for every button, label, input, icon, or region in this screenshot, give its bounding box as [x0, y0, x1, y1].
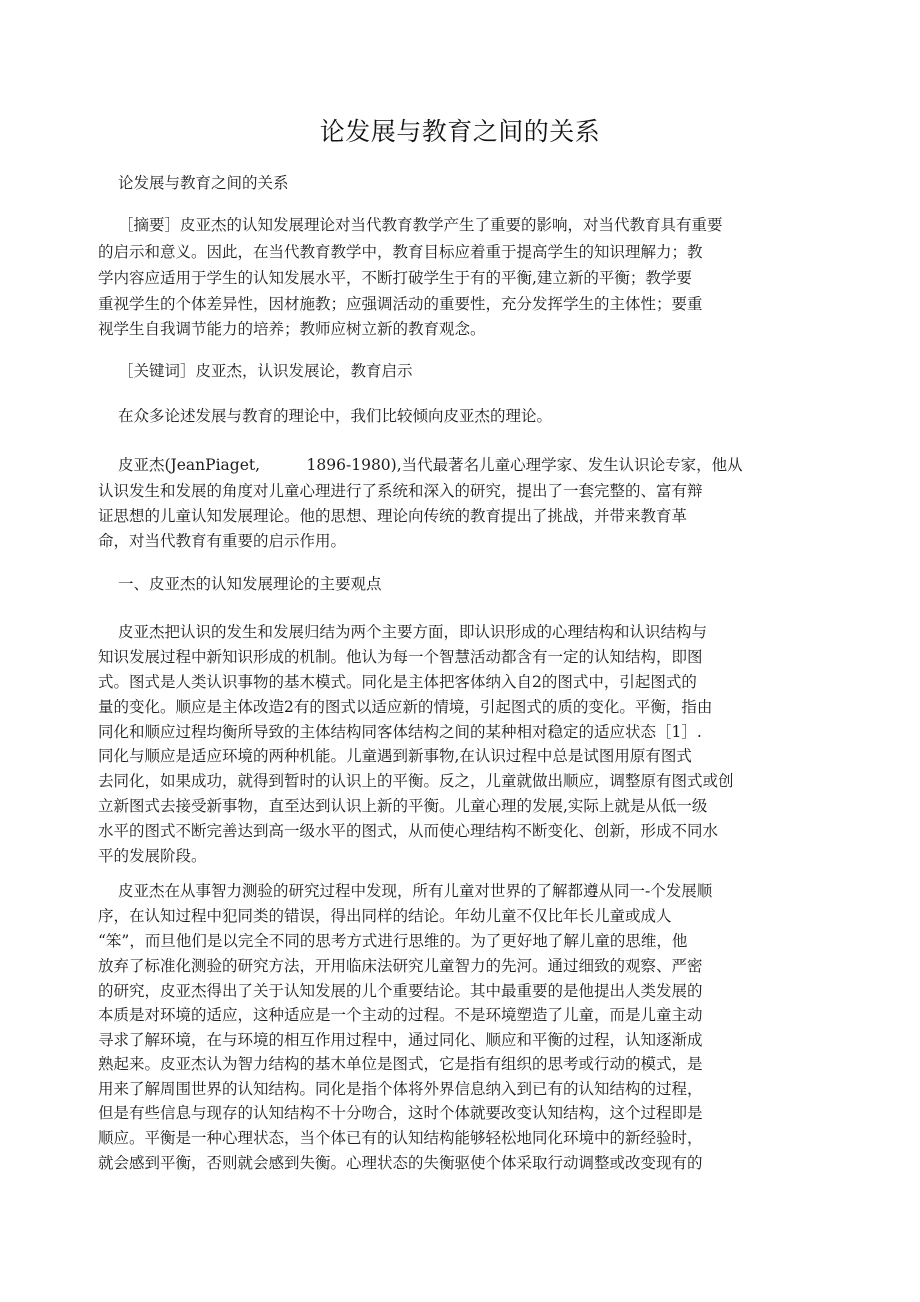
paragraph-line: 立新图式去接受新事物，直至达到认识上新的平衡。儿童心理的发展,实际上就是从低一级: [98, 797, 708, 815]
bio-line: 认识发生和发展的角度对儿童心理进行了系统和深入的研究，提出了一套完整的、富有辩: [98, 482, 703, 500]
paragraph-line: 量的变化。顺应是主体改造2有的图式以适应新的情境，引起图式的质的变化。平衡，指由: [98, 698, 713, 716]
paragraph-line: 知识发展过程中新知识形成的机制。他认为每一个智慧活动都含有一定的认知结构，即图: [98, 648, 703, 666]
paragraph-line: 式。图式是人类认识事物的基木模式。同化是主体把客体纳入自2的图式中，引起图式的: [98, 673, 697, 691]
paragraph-line: 但是有些信息与现存的认知结构不十分吻合，这时个体就要改变认知结构，这个过程即是: [98, 1104, 703, 1122]
paragraph-line: 就会感到平衡，否则就会感到失衡。心理状态的失衡驱使个体采取行动调整或改变现有的: [98, 1154, 703, 1172]
paragraph-line: 寻求了解环境，在与环境的相互作用过程中，通过同化、顺应和平衡的过程，认知逐渐成: [98, 1031, 703, 1049]
paragraph-line: 熟起来。皮亚杰认为智力结构的基木单位是图式，它是指有组织的思考或行动的模式，是: [98, 1055, 703, 1073]
paragraph-line: 顺应。平衡是一种心理状态，当个体已有的认知结构能够轻松地同化环境中的新经验时，: [98, 1129, 703, 1147]
paragraph-line: 皮亚杰在从事智力测验的研究过程中发现，所有儿童对世界的了解都遵从同一-个发展顺: [118, 882, 713, 900]
section-heading: 一、皮亚杰的认知发展理论的主要观点: [118, 575, 382, 593]
abstract-line: 的启示和意义。因此，在当代教育教学中，教育目标应着重于提高学生的知识理解力；教: [98, 243, 703, 261]
bio-line: 命，对当代教育有重要的启示作用。: [98, 532, 347, 550]
abstract-line: 视学生自我调节能力的培养；教师应树立新的教育观念。: [98, 320, 486, 338]
abstract-line: 重视学生的个体差异性，因材施教；应强调活动的重要性，充分发挥学生的主体性；要重: [98, 295, 703, 313]
paragraph-line: 序，在认知过程中犯同类的错误，得出同样的结论。年幼儿童不仅比年长儿童或成人: [98, 907, 672, 925]
abstract-line: ［摘要］皮亚杰的认知发展理论对当代教育教学产生了重要的影响，对当代教育具有重要: [118, 216, 723, 234]
paragraph-line: 同化和顺应过程均衡所导致的主体结构同客体结构之间的某种相对稳定的适应状态［1］.: [98, 723, 702, 741]
paragraph-line: 去同化，如果成功，就得到暂时的认识上的平衡。反之，儿童就做出顺应，调整原有图式或创: [98, 772, 734, 790]
paragraph-line: “笨”，而旦他们是以完全不同的思考方式进行思维的。为了更好地了解儿童的思维，他: [98, 932, 688, 950]
paragraph-line: 放弃了标准化测验的研究方法，开用临床法研究儿童智力的先河。通过细致的观察、严密: [98, 957, 703, 975]
paragraph-line: 皮亚杰把认识的发生和发展归结为两个主要方面，即认识形成的心理结构和认识结构与: [118, 623, 708, 641]
document-title: 论发展与教育之间的关系: [319, 117, 601, 146]
bio-line: 证思想的儿童认知发展理论。他的思想、理论向传统的教育提出了挑战，并带来教育革: [98, 507, 688, 525]
abstract-line: 学内容应适用于学生的认知发展水平，不断打破学生于有的平衡,建立新的平衡；教学要: [98, 269, 692, 287]
paragraph-line: 本质是对环境的适应，这种适应是一个主动的过程。不是环境塑造了儿童，而是儿童主动: [98, 1006, 703, 1024]
paragraph-line: 的研究，皮亚杰得出了关于认知发展的儿个重要结论。其中最重要的是他提出人类发展的: [98, 982, 703, 1000]
bio-line: 皮亚杰(JeanPiaget, 1896-1980),当代最著名儿童心理学家、发生认识论专家，他从: [118, 456, 743, 474]
intro-paragraph: 在众多论述发展与教育的理论中，我们比较倾向皮亚杰的理论。: [118, 407, 553, 425]
paragraph-line: 水平的图式不断完善达到高一级水平的图式，从而使心理结构不断变化、创新，形成不同水: [98, 822, 719, 840]
document-subtitle: 论发展与教育之间的关系: [118, 174, 289, 192]
paragraph-line: 平的发展阶段。: [98, 847, 207, 865]
paragraph-line: 同化与顺应是适应环境的两种机能。儿童遇到新事物,在认识过程中总是试图用原有图式: [98, 747, 692, 765]
keywords: ［关键词］皮亚杰，认识发展论，教育启示: [118, 362, 413, 380]
paragraph-line: 用来了解周围世界的认知结构。同化是指个体将外界信息纳入到已有的认知结构的过程，: [98, 1080, 703, 1098]
